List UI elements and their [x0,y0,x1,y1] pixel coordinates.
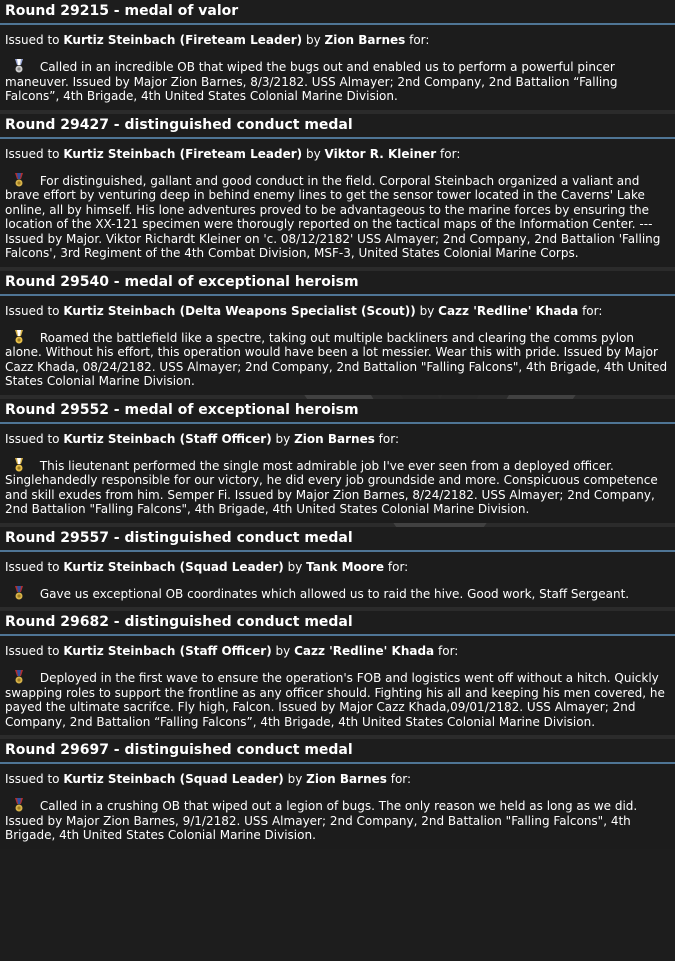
citation-text: Gave us exceptional OB coordinates which allowed us to raid the hive. Good work, Staff Sergeant. [39,586,630,601]
recipient-name: Kurtiz Steinbach (Squad Leader) [63,772,284,786]
award-body [0,296,675,395]
citation [5,59,670,104]
round-title: Round 29697 - distinguished conduct medal [0,739,675,764]
issuer-name: Zion Barnes [294,431,375,446]
by-label: by [275,644,291,658]
round-title: Round 29215 - medal of valor [0,0,675,25]
issued-line [5,33,670,49]
by-label: by [287,559,303,574]
citation [5,670,670,729]
medal-of-exceptional-heroism-icon [13,331,40,345]
round-title: Round 29540 - medal of exceptional heroism [0,271,675,296]
medal-of-valor-icon [13,60,40,74]
recipient-name: Kurtiz Steinbach (Fireteam Leader) [63,33,303,47]
round-title: Round 29427 - distinguished conduct medal [0,114,675,139]
for-label: for: [387,559,409,574]
distinguished-conduct-medal-icon [13,587,40,601]
distinguished-conduct-medal-icon [13,671,40,685]
round-title: Round 29682 - distinguished conduct medal [0,611,675,636]
issuer-name: Zion Barnes [306,772,387,786]
citation [5,798,670,843]
citation-text: Roamed the battlefield like a spectre, taking out multiple backliners and clearing the comms pylon alone. Without his effort, this operation would have been a lot messier. Wear this with pride. Issued by Major Cazz Khada, 08/24/2182. USS Almayer; 2nd Company, 2nd Battalion "Falling Falcons", 4th Brigade, 4th United States Colonial Marine Division. [5,330,668,388]
issued-to-label: Issued to [5,303,60,318]
distinguished-conduct-medal-icon [13,799,40,813]
issued-line [5,147,670,163]
round-title: Round 29557 - distinguished conduct medal [0,527,675,552]
for-label: for: [390,772,412,786]
award-entry [0,527,675,608]
recipient-name: Kurtiz Steinbach (Staff Officer) [63,644,272,658]
citation [5,173,670,261]
issued-to-label: Issued to [5,559,60,574]
issued-to-label: Issued to [5,772,60,786]
issued-to-label: Issued to [5,644,60,658]
award-entry [0,114,675,267]
award-body [0,636,675,735]
recipient-name: Kurtiz Steinbach (Squad Leader) [63,559,284,574]
citation [5,458,670,517]
by-label: by [305,33,321,47]
by-label: by [275,431,291,446]
by-label: by [419,303,435,318]
citation-text: This lieutenant performed the single most admirable job I've ever seen from a deployed officer. Singlehandedly responsible for our victory, he did every job groundside and more. Conspicuous competence and skill exudes from him. Semper Fi. Issued by Major Zion Barnes, 8/24/2182. USS Almayer; 2nd Company, 2nd Battalion "Falling Falcons", 4th Brigade, 4th United States Colonial Marine Division. [5,458,658,516]
for-label: for: [438,644,459,658]
award-body [0,552,675,608]
recipient-name: Kurtiz Steinbach (Fireteam Leader) [63,146,303,161]
award-body [0,424,675,523]
issued-to-label: Issued to [5,146,60,161]
citation-text: Called in an incredible OB that wiped the bugs out and enabled us to perform a powerful pincer maneuver. Issued by Major Zion Barnes, 8/3/2182. USS Almayer; 2nd Company, 2nd Battalion “Falling Falcons”, 4th Brigade, 4th United States Colonial Marine Division. [5,60,618,103]
issuer-name: Cazz 'Redline' Khada [294,644,435,658]
recipient-name: Kurtiz Steinbach (Delta Weapons Specialist (Scout)) [63,303,416,318]
issuer-name: Viktor R. Kleiner [324,146,437,161]
citation-text: Called in a crushing OB that wiped out a legion of bugs. The only reason we held as long as we did. Issued by Major Zion Barnes, 9/1/2182. USS Almayer; 2nd Company, 2nd Battalion "Falling Falcons", 4th Brigade, 4th United States Colonial Marine Division. [5,799,638,842]
citation [5,330,670,389]
issued-line [5,304,670,320]
citation [5,586,670,602]
for-label: for: [440,146,461,161]
for-label: for: [582,303,603,318]
award-body [0,764,675,849]
for-label: for: [378,431,400,446]
award-entry [0,0,675,110]
award-entry [0,739,675,849]
award-entry [0,611,675,735]
issued-line [5,560,670,576]
by-label: by [305,146,321,161]
issued-to-label: Issued to [5,431,60,446]
award-entry [0,399,675,523]
issuer-name: Zion Barnes [324,33,406,47]
issued-line [5,432,670,448]
recipient-name: Kurtiz Steinbach (Staff Officer) [63,431,272,446]
award-body [0,139,675,267]
issuer-name: Tank Moore [306,559,385,574]
issuer-name: Cazz 'Redline' Khada [438,303,579,318]
issued-to-label: Issued to [5,33,60,47]
award-body [0,25,675,110]
citation-text: Deployed in the first wave to ensure the operation's FOB and logistics went off without a hitch. Quickly swapping roles to support the frontline as any officer should. Fighting his all and keeping his men covered, he payed the ultimate sacrifce. Fly high, Falcon. Issued by Major Cazz Khada,09/01/2182. USS Almayer; 2nd Company, 2nd Battalion “Falling Falcons”, 4th Brigade, 4th United States Colonial Marine Division. [5,671,665,729]
distinguished-conduct-medal-icon [13,174,40,188]
round-title: Round 29552 - medal of exceptional heroism [0,399,675,424]
issued-line [5,772,670,788]
for-label: for: [409,33,430,47]
by-label: by [287,772,303,786]
issued-line [5,644,670,660]
medal-of-exceptional-heroism-icon [13,459,40,473]
citation-text: For distinguished, gallant and good conduct in the field. Corporal Steinbach organized a valiant and brave effort by venturing deep in behind enemy lines to get the sensor tower located in the Caverns' Lake online, all by himself. His lone adventures proved to be advantageous to the marine forces by ensuring the location of the XX-121 specimen were thorougly reported on the tactical maps of the Information Center. --- Issued by Major. Viktor Richardt Kleiner on 'c. 08/12/2182' USS Almayer; 2nd Company, 2nd Battalion 'Falling Falcons', 3rd Regiment of the 4th Combat Division, MSF-3, United States Colonial Marine Corps. [5,173,661,260]
award-entry [0,271,675,395]
